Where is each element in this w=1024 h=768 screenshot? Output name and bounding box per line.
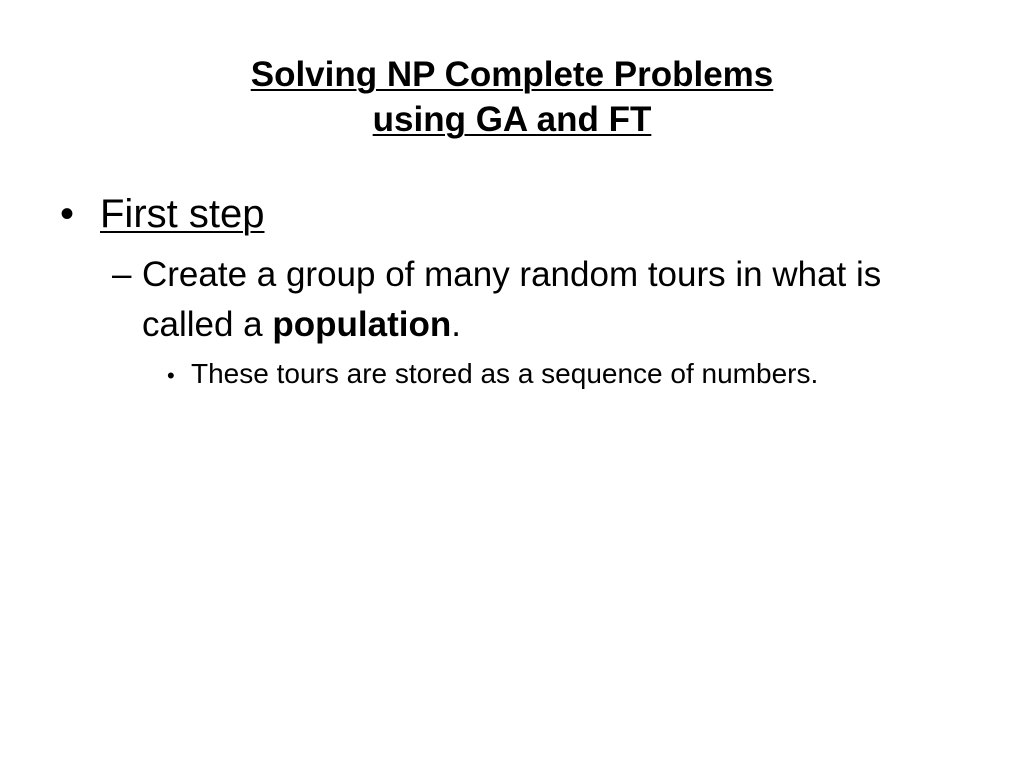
sub-bullet-text-before: Create a group of many random tours in what is called a [142, 255, 882, 344]
title-line-1: Solving NP Complete Problems [250, 55, 774, 94]
population-term: population [272, 305, 452, 344]
bullet-first-step [60, 188, 264, 240]
sub-sub-bullet-tours-stored [167, 354, 987, 396]
title-line-2: using GA and FT [372, 100, 652, 139]
bullet-first-step-text: First step [100, 192, 265, 236]
sub-bullet-text [142, 250, 972, 350]
dash-marker: – [112, 255, 132, 294]
sub-bullet-create-population [112, 250, 972, 350]
bullet-marker-small: • [167, 363, 175, 388]
sub-bullet-text-after: . [451, 305, 461, 344]
bullet-marker: • [60, 192, 75, 236]
sub-sub-bullet-text: These tours are stored as a sequence of numbers. [191, 358, 819, 389]
slide-title [0, 52, 1024, 142]
